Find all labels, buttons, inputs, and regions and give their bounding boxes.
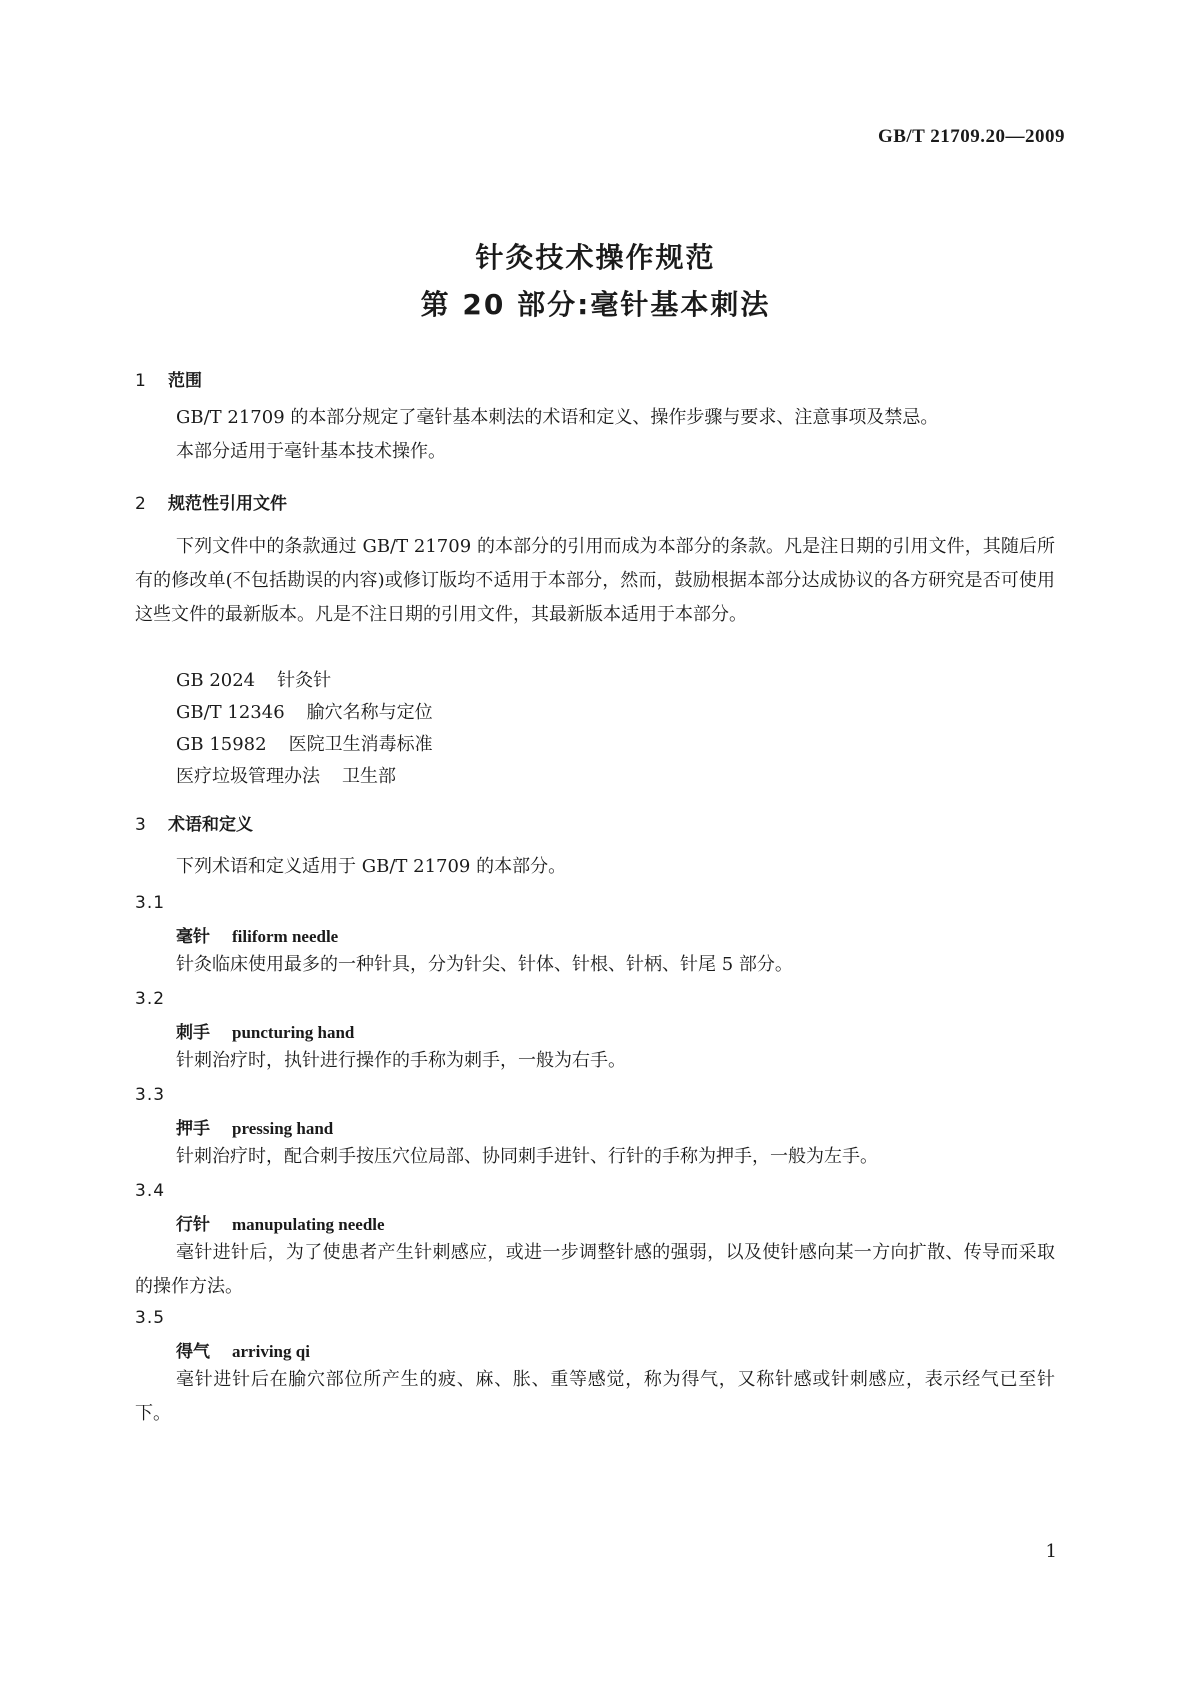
term-definition: 针灸临床使用最多的一种针具，分为针尖、针体、针根、针柄、针尾 5 部分。	[176, 954, 793, 975]
term-chinese: 毫针	[176, 927, 210, 947]
reference-name: 针灸针	[277, 670, 332, 691]
section-heading-scope	[135, 366, 202, 391]
term-english: pressing hand	[232, 1119, 334, 1138]
section-title: 术语和定义	[168, 815, 253, 835]
section-heading-normative-references	[135, 489, 287, 514]
reference-item	[176, 666, 331, 692]
reference-item	[176, 762, 396, 788]
document-subtitle: 第 20 部分:毫针基本刺法	[420, 288, 771, 321]
term-chinese: 刺手	[176, 1023, 210, 1043]
page-number: 1	[1045, 1541, 1057, 1562]
document-title: 针灸技术操作规范	[475, 241, 716, 274]
paragraph: 下列术语和定义适用于 GB/T 21709 的本部分。	[176, 856, 567, 877]
section-heading-terms	[135, 810, 253, 835]
section-title: 范围	[168, 371, 202, 391]
standard-number: GB/T 21709.20—2009	[877, 126, 1065, 147]
paragraph: 下列文件中的条款通过 GB/T 21709 的本部分的引用而成为本部分的条款。凡是注日期的引用文件，其随后所有的修改单(不包括勘误的内容)或修订版均不适用于本部分，然而，鼓励根据本部分达成协议的各方研究是否可使用这些文件的最新版本。凡是不注日期的引用文件，其最新版本适用于本部分。	[135, 536, 1055, 625]
section-number: 3	[135, 815, 146, 835]
term-heading	[176, 922, 338, 947]
term-english: arriving qi	[232, 1342, 310, 1361]
reference-code: 医疗垃圾管理办法	[176, 766, 320, 787]
term-heading	[176, 1114, 333, 1139]
reference-name: 医院卫生消毒标准	[288, 734, 433, 755]
term-heading	[176, 1337, 310, 1362]
term-definition: 毫针进针后在腧穴部位所产生的疲、麻、胀、重等感觉，称为得气，又称针感或针刺感应，表示经气已至针下。	[135, 1369, 1055, 1424]
reference-item	[176, 698, 433, 724]
section-number: 2	[135, 494, 146, 514]
term-definition: 针刺治疗时，执针进行操作的手称为刺手，一般为右手。	[176, 1050, 626, 1071]
clause-number: 3.5	[135, 1308, 166, 1328]
reference-name: 腧穴名称与定位	[306, 702, 433, 723]
clause-number: 3.2	[135, 989, 166, 1009]
reference-code: GB/T 12346	[176, 702, 285, 723]
section-number: 1	[135, 371, 146, 391]
term-chinese: 押手	[176, 1119, 210, 1139]
reference-name: 卫生部	[342, 766, 396, 787]
reference-code: GB 15982	[176, 734, 267, 755]
term-english: filiform needle	[232, 927, 339, 946]
term-english: manupulating needle	[232, 1215, 385, 1234]
term-definition: 针刺治疗时，配合刺手按压穴位局部、协同刺手进针、行针的手称为押手，一般为左手。	[176, 1146, 878, 1167]
paragraph: 本部分适用于毫针基本技术操作。	[176, 441, 446, 462]
paragraph: GB/T 21709 的本部分规定了毫针基本刺法的术语和定义、操作步骤与要求、注意事项及禁忌。	[176, 407, 939, 428]
term-chinese: 得气	[176, 1342, 210, 1362]
reference-code: GB 2024	[176, 670, 256, 691]
term-english: puncturing hand	[232, 1023, 355, 1042]
clause-number: 3.4	[135, 1181, 166, 1201]
section-title: 规范性引用文件	[168, 494, 287, 514]
term-chinese: 行针	[176, 1215, 210, 1235]
reference-item	[176, 730, 433, 756]
term-heading	[176, 1210, 385, 1235]
term-definition: 毫针进针后，为了使患者产生针刺感应，或进一步调整针感的强弱，以及使针感向某一方向扩散、传导而采取的操作方法。	[135, 1242, 1055, 1297]
clause-number: 3.3	[135, 1085, 166, 1105]
term-heading	[176, 1018, 354, 1043]
clause-number: 3.1	[135, 893, 166, 913]
